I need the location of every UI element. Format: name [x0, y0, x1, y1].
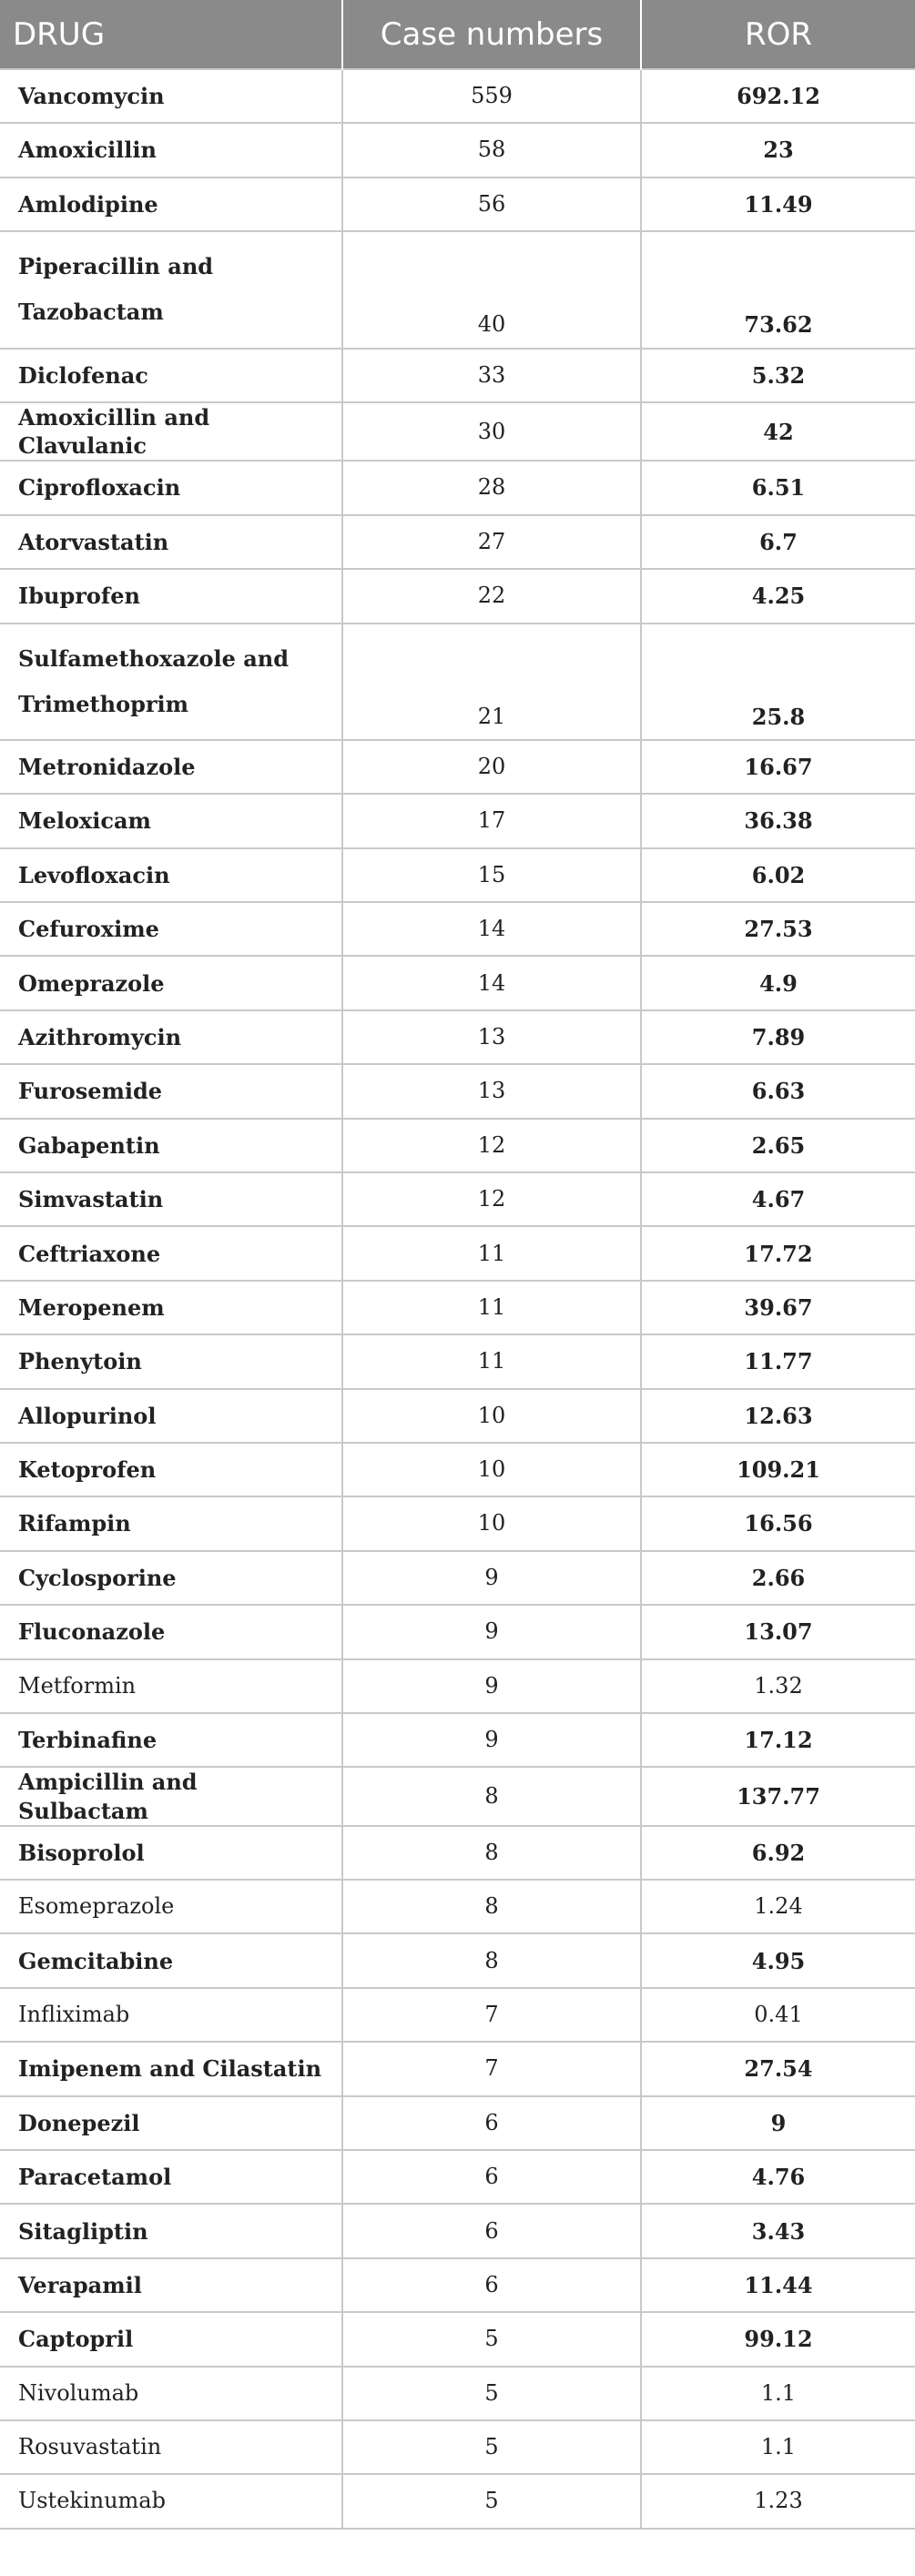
drug-cell: Captopril — [0, 2312, 342, 2366]
ror-cell: 4.25 — [641, 569, 915, 623]
ror-cell: 39.67 — [641, 1281, 915, 1334]
header-row — [0, 0, 915, 69]
ror-cell: 25.8 — [641, 624, 915, 740]
case-number-cell: 8 — [342, 1933, 641, 1987]
drug-cell: Ciprofloxacin — [0, 461, 342, 514]
table-row — [0, 848, 915, 902]
case-number-cell: 17 — [342, 794, 641, 847]
ror-cell: 27.53 — [641, 902, 915, 956]
ror-cell: 7.89 — [641, 1010, 915, 1064]
case-number-cell: 30 — [342, 402, 641, 461]
drug-cell: Terbinafine — [0, 1713, 342, 1767]
case-number-cell: 7 — [342, 2042, 641, 2095]
table-row — [0, 1334, 915, 1388]
header-case-numbers: Case numbers — [342, 0, 641, 69]
ror-cell: 6.7 — [641, 515, 915, 569]
case-number-cell: 21 — [342, 624, 641, 740]
ror-cell: 4.67 — [641, 1172, 915, 1226]
ror-cell: 99.12 — [641, 2312, 915, 2366]
case-number-cell: 40 — [342, 231, 641, 348]
table-row — [0, 1119, 915, 1172]
header-drug: DRUG — [0, 0, 342, 69]
drug-cell: Fluconazole — [0, 1605, 342, 1658]
ror-cell: 23 — [641, 123, 915, 177]
case-number-cell: 22 — [342, 569, 641, 623]
case-number-cell: 559 — [342, 69, 641, 123]
table-row — [0, 740, 915, 794]
table-row — [0, 1713, 915, 1767]
drug-cell: Diclofenac — [0, 349, 342, 402]
case-number-cell: 5 — [342, 2312, 641, 2366]
drug-cell: Donepezil — [0, 2096, 342, 2150]
table-row — [0, 69, 915, 123]
case-number-cell: 20 — [342, 740, 641, 794]
drug-cell: Rifampin — [0, 1496, 342, 1550]
table-body — [0, 69, 915, 2529]
case-number-cell: 33 — [342, 349, 641, 402]
ror-cell: 1.1 — [641, 2420, 915, 2474]
drug-cell: Nivolumab — [0, 2367, 342, 2420]
case-number-cell: 28 — [342, 461, 641, 514]
case-number-cell: 5 — [342, 2367, 641, 2420]
table-row — [0, 231, 915, 348]
ror-cell: 4.95 — [641, 1933, 915, 1987]
case-number-cell: 6 — [342, 2150, 641, 2204]
ror-cell: 73.62 — [641, 231, 915, 348]
case-number-cell: 5 — [342, 2474, 641, 2528]
table-row — [0, 1826, 915, 1880]
case-number-cell: 5 — [342, 2420, 641, 2474]
case-number-cell: 6 — [342, 2204, 641, 2257]
drug-cell: Cyclosporine — [0, 1551, 342, 1605]
ror-cell: 2.66 — [641, 1551, 915, 1605]
drug-cell: Gemcitabine — [0, 1933, 342, 1987]
table-row — [0, 902, 915, 956]
table-row — [0, 1496, 915, 1550]
table-row — [0, 2258, 915, 2312]
table-row — [0, 1551, 915, 1605]
ror-cell: 4.9 — [641, 956, 915, 1009]
table-row — [0, 1767, 915, 1825]
drug-cell: Metformin — [0, 1659, 342, 1713]
drug-cell: Ceftriaxone — [0, 1226, 342, 1280]
ror-cell: 0.41 — [641, 1988, 915, 2042]
case-number-cell: 12 — [342, 1172, 641, 1226]
ror-cell: 6.51 — [641, 461, 915, 514]
case-number-cell: 8 — [342, 1767, 641, 1825]
ror-cell: 17.12 — [641, 1713, 915, 1767]
table-row — [0, 177, 915, 231]
table-row — [0, 1933, 915, 1987]
ror-cell: 17.72 — [641, 1226, 915, 1280]
drug-cell: Allopurinol — [0, 1389, 342, 1443]
case-number-cell: 6 — [342, 2258, 641, 2312]
case-number-cell: 58 — [342, 123, 641, 177]
case-number-cell: 8 — [342, 1880, 641, 1933]
drug-cell: Verapamil — [0, 2258, 342, 2312]
ror-cell: 1.23 — [641, 2474, 915, 2528]
ror-cell: 16.56 — [641, 1496, 915, 1550]
case-number-cell: 11 — [342, 1226, 641, 1280]
table-row — [0, 794, 915, 847]
table-row — [0, 349, 915, 402]
table-row — [0, 1988, 915, 2042]
drug-cell: Rosuvastatin — [0, 2420, 342, 2474]
drug-cell: Vancomycin — [0, 69, 342, 123]
ror-cell: 109.21 — [641, 1443, 915, 1496]
drug-cell: Metronidazole — [0, 740, 342, 794]
table-row — [0, 1281, 915, 1334]
ror-cell: 3.43 — [641, 2204, 915, 2257]
drug-cell: Levofloxacin — [0, 848, 342, 902]
drug-cell: Sitagliptin — [0, 2204, 342, 2257]
table-row — [0, 461, 915, 514]
table-row — [0, 515, 915, 569]
ror-cell: 27.54 — [641, 2042, 915, 2095]
case-number-cell: 9 — [342, 1713, 641, 1767]
drug-cell: Gabapentin — [0, 1119, 342, 1172]
ror-cell: 2.65 — [641, 1119, 915, 1172]
case-number-cell: 14 — [342, 902, 641, 956]
table-row — [0, 1010, 915, 1064]
table-header — [0, 0, 915, 69]
ror-cell: 9 — [641, 2096, 915, 2150]
drug-cell: Paracetamol — [0, 2150, 342, 2204]
ror-cell: 11.77 — [641, 1334, 915, 1388]
ror-cell: 42 — [641, 402, 915, 461]
drug-cell: Meloxicam — [0, 794, 342, 847]
case-number-cell: 6 — [342, 2096, 641, 2150]
case-number-cell: 9 — [342, 1605, 641, 1658]
table-row — [0, 956, 915, 1009]
ror-cell: 4.76 — [641, 2150, 915, 2204]
table-row — [0, 624, 915, 740]
table-row — [0, 1172, 915, 1226]
table-row — [0, 1226, 915, 1280]
table-row — [0, 1659, 915, 1713]
case-number-cell: 9 — [342, 1659, 641, 1713]
drug-cell: Ampicillin and Sulbactam — [0, 1767, 342, 1825]
ror-cell: 1.32 — [641, 1659, 915, 1713]
table-row — [0, 2150, 915, 2204]
table-row — [0, 402, 915, 461]
table-row — [0, 569, 915, 623]
drug-cell: Ketoprofen — [0, 1443, 342, 1496]
case-number-cell: 15 — [342, 848, 641, 902]
ror-cell: 5.32 — [641, 349, 915, 402]
case-number-cell: 8 — [342, 1826, 641, 1880]
drug-cell: Amoxicillin — [0, 123, 342, 177]
drug-cell: Amlodipine — [0, 177, 342, 231]
table-row — [0, 2204, 915, 2257]
ror-cell: 1.24 — [641, 1880, 915, 1933]
case-number-cell: 11 — [342, 1334, 641, 1388]
case-number-cell: 10 — [342, 1389, 641, 1443]
case-number-cell: 7 — [342, 1988, 641, 2042]
case-number-cell: 10 — [342, 1496, 641, 1550]
drug-cell: Amoxicillin and Clavulanic — [0, 402, 342, 461]
drug-cell: Imipenem and Cilastatin — [0, 2042, 342, 2095]
ror-cell: 36.38 — [641, 794, 915, 847]
table-row — [0, 2474, 915, 2528]
ror-cell: 6.92 — [641, 1826, 915, 1880]
drug-cell: Ibuprofen — [0, 569, 342, 623]
case-number-cell: 56 — [342, 177, 641, 231]
table-row — [0, 2042, 915, 2095]
drug-cell: Infliximab — [0, 1988, 342, 2042]
case-number-cell: 27 — [342, 515, 641, 569]
table-row — [0, 2367, 915, 2420]
ror-cell: 11.44 — [641, 2258, 915, 2312]
drug-cell: Bisoprolol — [0, 1826, 342, 1880]
table-row — [0, 2312, 915, 2366]
drug-cell: Piperacillin and Tazobactam — [0, 231, 342, 348]
drug-cell: Cefuroxime — [0, 902, 342, 956]
table-row — [0, 1880, 915, 1933]
header-ror: ROR — [641, 0, 915, 69]
drug-cell: Sulfamethoxazole and Trimethoprim — [0, 624, 342, 740]
drug-cell: Meropenem — [0, 1281, 342, 1334]
case-number-cell: 9 — [342, 1551, 641, 1605]
ror-cell: 16.67 — [641, 740, 915, 794]
drug-cell: Omeprazole — [0, 956, 342, 1009]
table-row — [0, 1605, 915, 1658]
drug-cell: Ustekinumab — [0, 2474, 342, 2528]
table-row — [0, 2096, 915, 2150]
ror-cell: 11.49 — [641, 177, 915, 231]
drug-cell: Atorvastatin — [0, 515, 342, 569]
ror-cell: 692.12 — [641, 69, 915, 123]
ror-cell: 1.1 — [641, 2367, 915, 2420]
ror-cell: 6.63 — [641, 1064, 915, 1118]
table-row — [0, 1389, 915, 1443]
ror-cell: 13.07 — [641, 1605, 915, 1658]
case-number-cell: 10 — [342, 1443, 641, 1496]
drug-cell: Azithromycin — [0, 1010, 342, 1064]
table-row — [0, 1064, 915, 1118]
ror-cell: 12.63 — [641, 1389, 915, 1443]
drug-cell: Phenytoin — [0, 1334, 342, 1388]
table-row — [0, 123, 915, 177]
drug-cell: Furosemide — [0, 1064, 342, 1118]
drug-cell: Simvastatin — [0, 1172, 342, 1226]
ror-cell: 6.02 — [641, 848, 915, 902]
ror-cell: 137.77 — [641, 1767, 915, 1825]
drug-cell: Esomeprazole — [0, 1880, 342, 1933]
table-row — [0, 1443, 915, 1496]
case-number-cell: 14 — [342, 956, 641, 1009]
case-number-cell: 12 — [342, 1119, 641, 1172]
case-number-cell: 11 — [342, 1281, 641, 1334]
table-row — [0, 2420, 915, 2474]
case-number-cell: 13 — [342, 1064, 641, 1118]
case-number-cell: 13 — [342, 1010, 641, 1064]
